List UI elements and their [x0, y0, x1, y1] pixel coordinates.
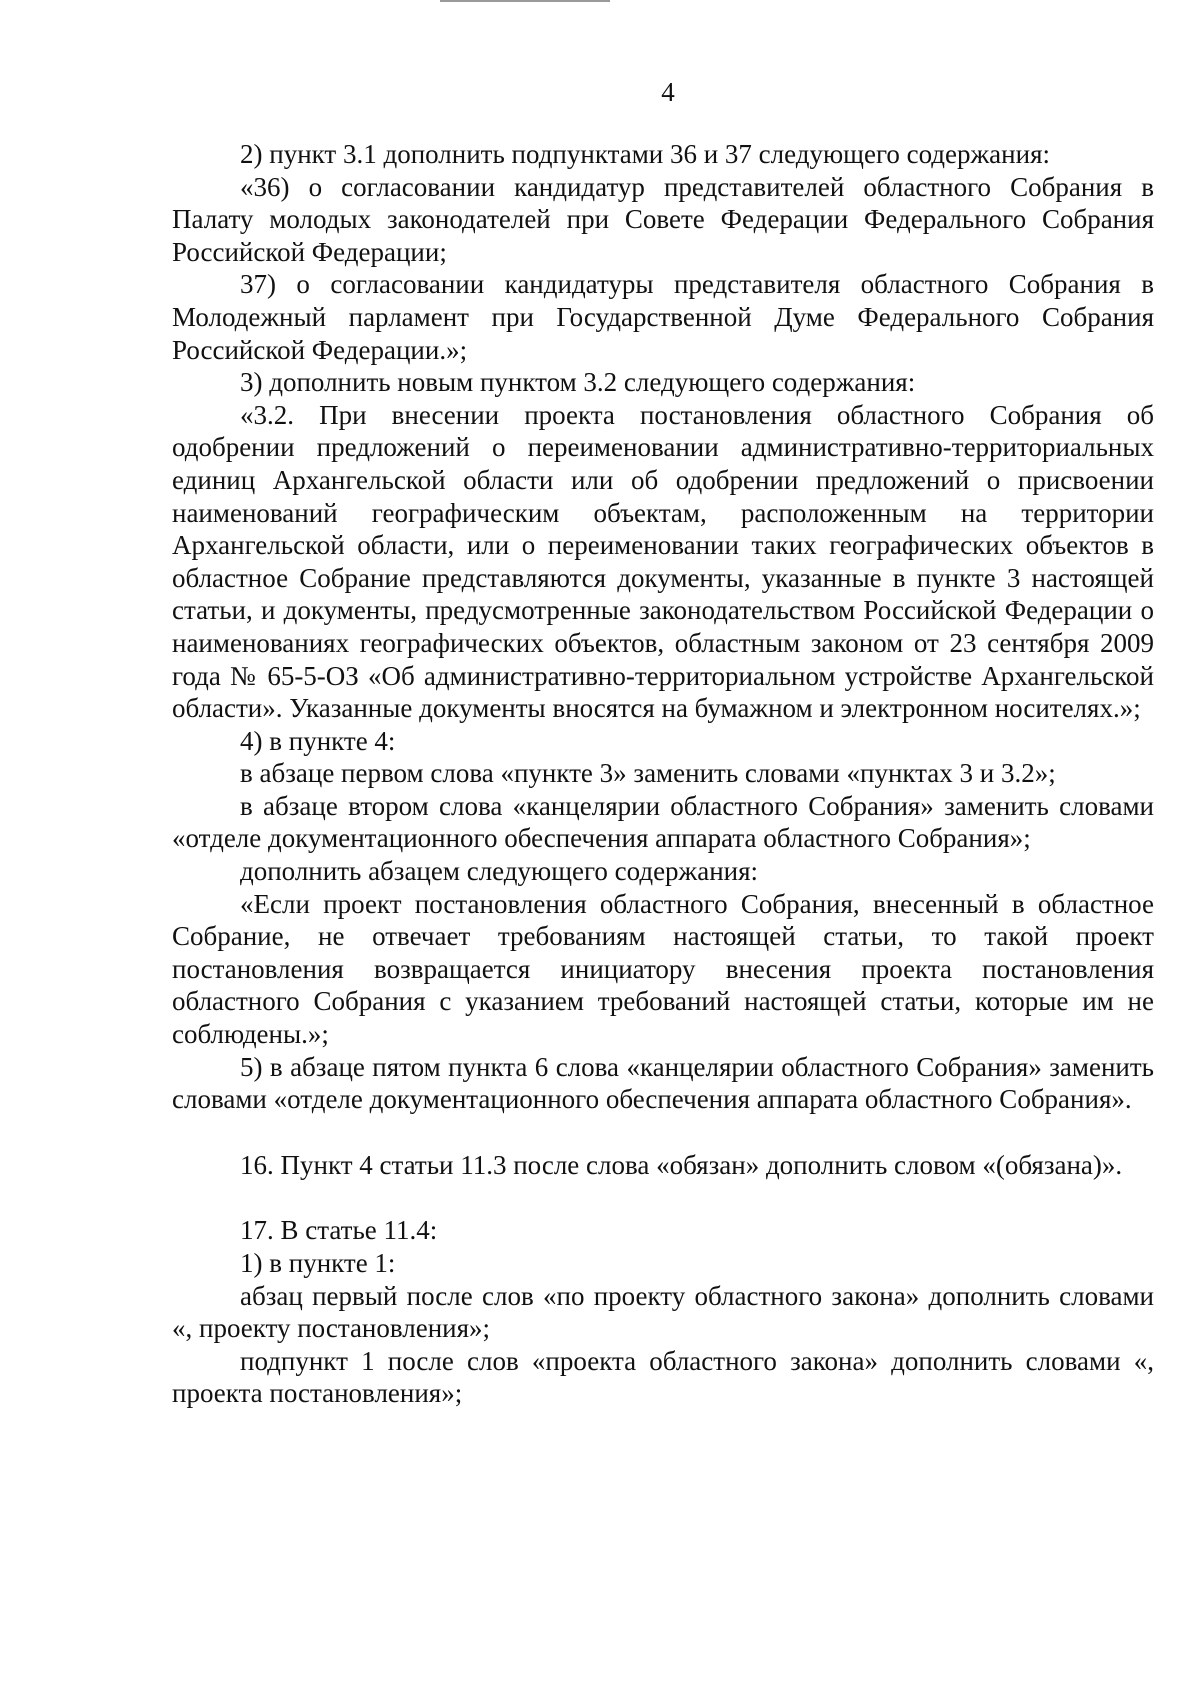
- paragraph-point-17: 17. В статье 11.4:: [240, 1215, 438, 1246]
- paragraph-if-project: «Если проект постановления областного Собрания, внесенный в областное Собрание, не отвечает требованиям настоящей статьи, то такой проект постановления возвращается инициатору внесения проекта постановления областного Собрания с указанием требований настоящей статьи, которые им не соблюдены.»;: [172, 888, 1154, 1050]
- paragraph-point-16: 16. Пункт 4 статьи 11.3 после слова «обязан» дополнить словом «(обязана)».: [240, 1149, 1123, 1180]
- paragraph-abzac-first-law: абзац первый после слов «по проекту областного закона» дополнить словами «, проекту постановления»;: [172, 1280, 1154, 1344]
- paragraph-subitem-36: «36) о согласовании кандидатур представителей областного Собрания в Палату молодых законодателей при Совете Федерации Федерального Собрания Российской Федерации;: [172, 171, 1154, 267]
- paragraph-item-3: 3) дополнить новым пунктом 3.2 следующего содержания:: [240, 367, 916, 398]
- paragraph-first-abzac: в абзаце первом слова «пункте 3» заменить словами «пунктах 3 и 3.2»;: [240, 758, 1056, 789]
- paragraph-subitem-37: 37) о согласовании кандидатуры представителя областного Собрания в Молодежный парламент при Государственной Думе Федерального Собрания Российской Федерации.»;: [172, 269, 1154, 365]
- scan-edge-line: [440, 0, 610, 2]
- paragraph-clause-3-2: «3.2. При внесении проекта постановления областного Собрания об одобрении предложений о переименовании административно-территориальных единиц Архангельской области или об одобрении предложений о присвоении наименований географическим объектам, расположенным на территории Архангельской области, или о переименовании таких географических объектов в областное Собрание представляются документы, указанные в пункте 3 настоящей статьи, и документы, предусмотренные законодательством Российской Федерации о наименованиях географических объектов, областным законом от 23 сентября 2009 года № 65-5-ОЗ «Об административно-территориальном устройстве Архангельской области». Указанные документы вносятся на бумажном и электронном носителях.»;: [172, 399, 1154, 724]
- paragraph-item-1: 1) в пункте 1:: [240, 1248, 396, 1278]
- document-body: [172, 138, 1154, 1410]
- paragraph-subitem-1: подпункт 1 после слов «проекта областного закона» дополнить словами «, проекта постановления»;: [172, 1345, 1154, 1409]
- page-number: 4: [661, 77, 675, 107]
- paragraph-item-4: 4) в пункте 4:: [240, 725, 396, 756]
- paragraph-second-abzac: в абзаце втором слова «канцелярии областного Собрания» заменить словами «отделе документационного обеспечения аппарата областного Собрания»;: [172, 790, 1154, 854]
- paragraph-add-abzac: дополнить абзацем следующего содержания:: [240, 856, 759, 887]
- paragraph-item-2: 2) пункт 3.1 дополнить подпунктами 36 и 37 следующего содержания:: [240, 139, 1050, 169]
- paragraph-item-5: 5) в абзаце пятом пункта 6 слова «канцелярии областного Собрания» заменить словами «отделе документационного обеспечения аппарата областного Собрания».: [172, 1051, 1154, 1115]
